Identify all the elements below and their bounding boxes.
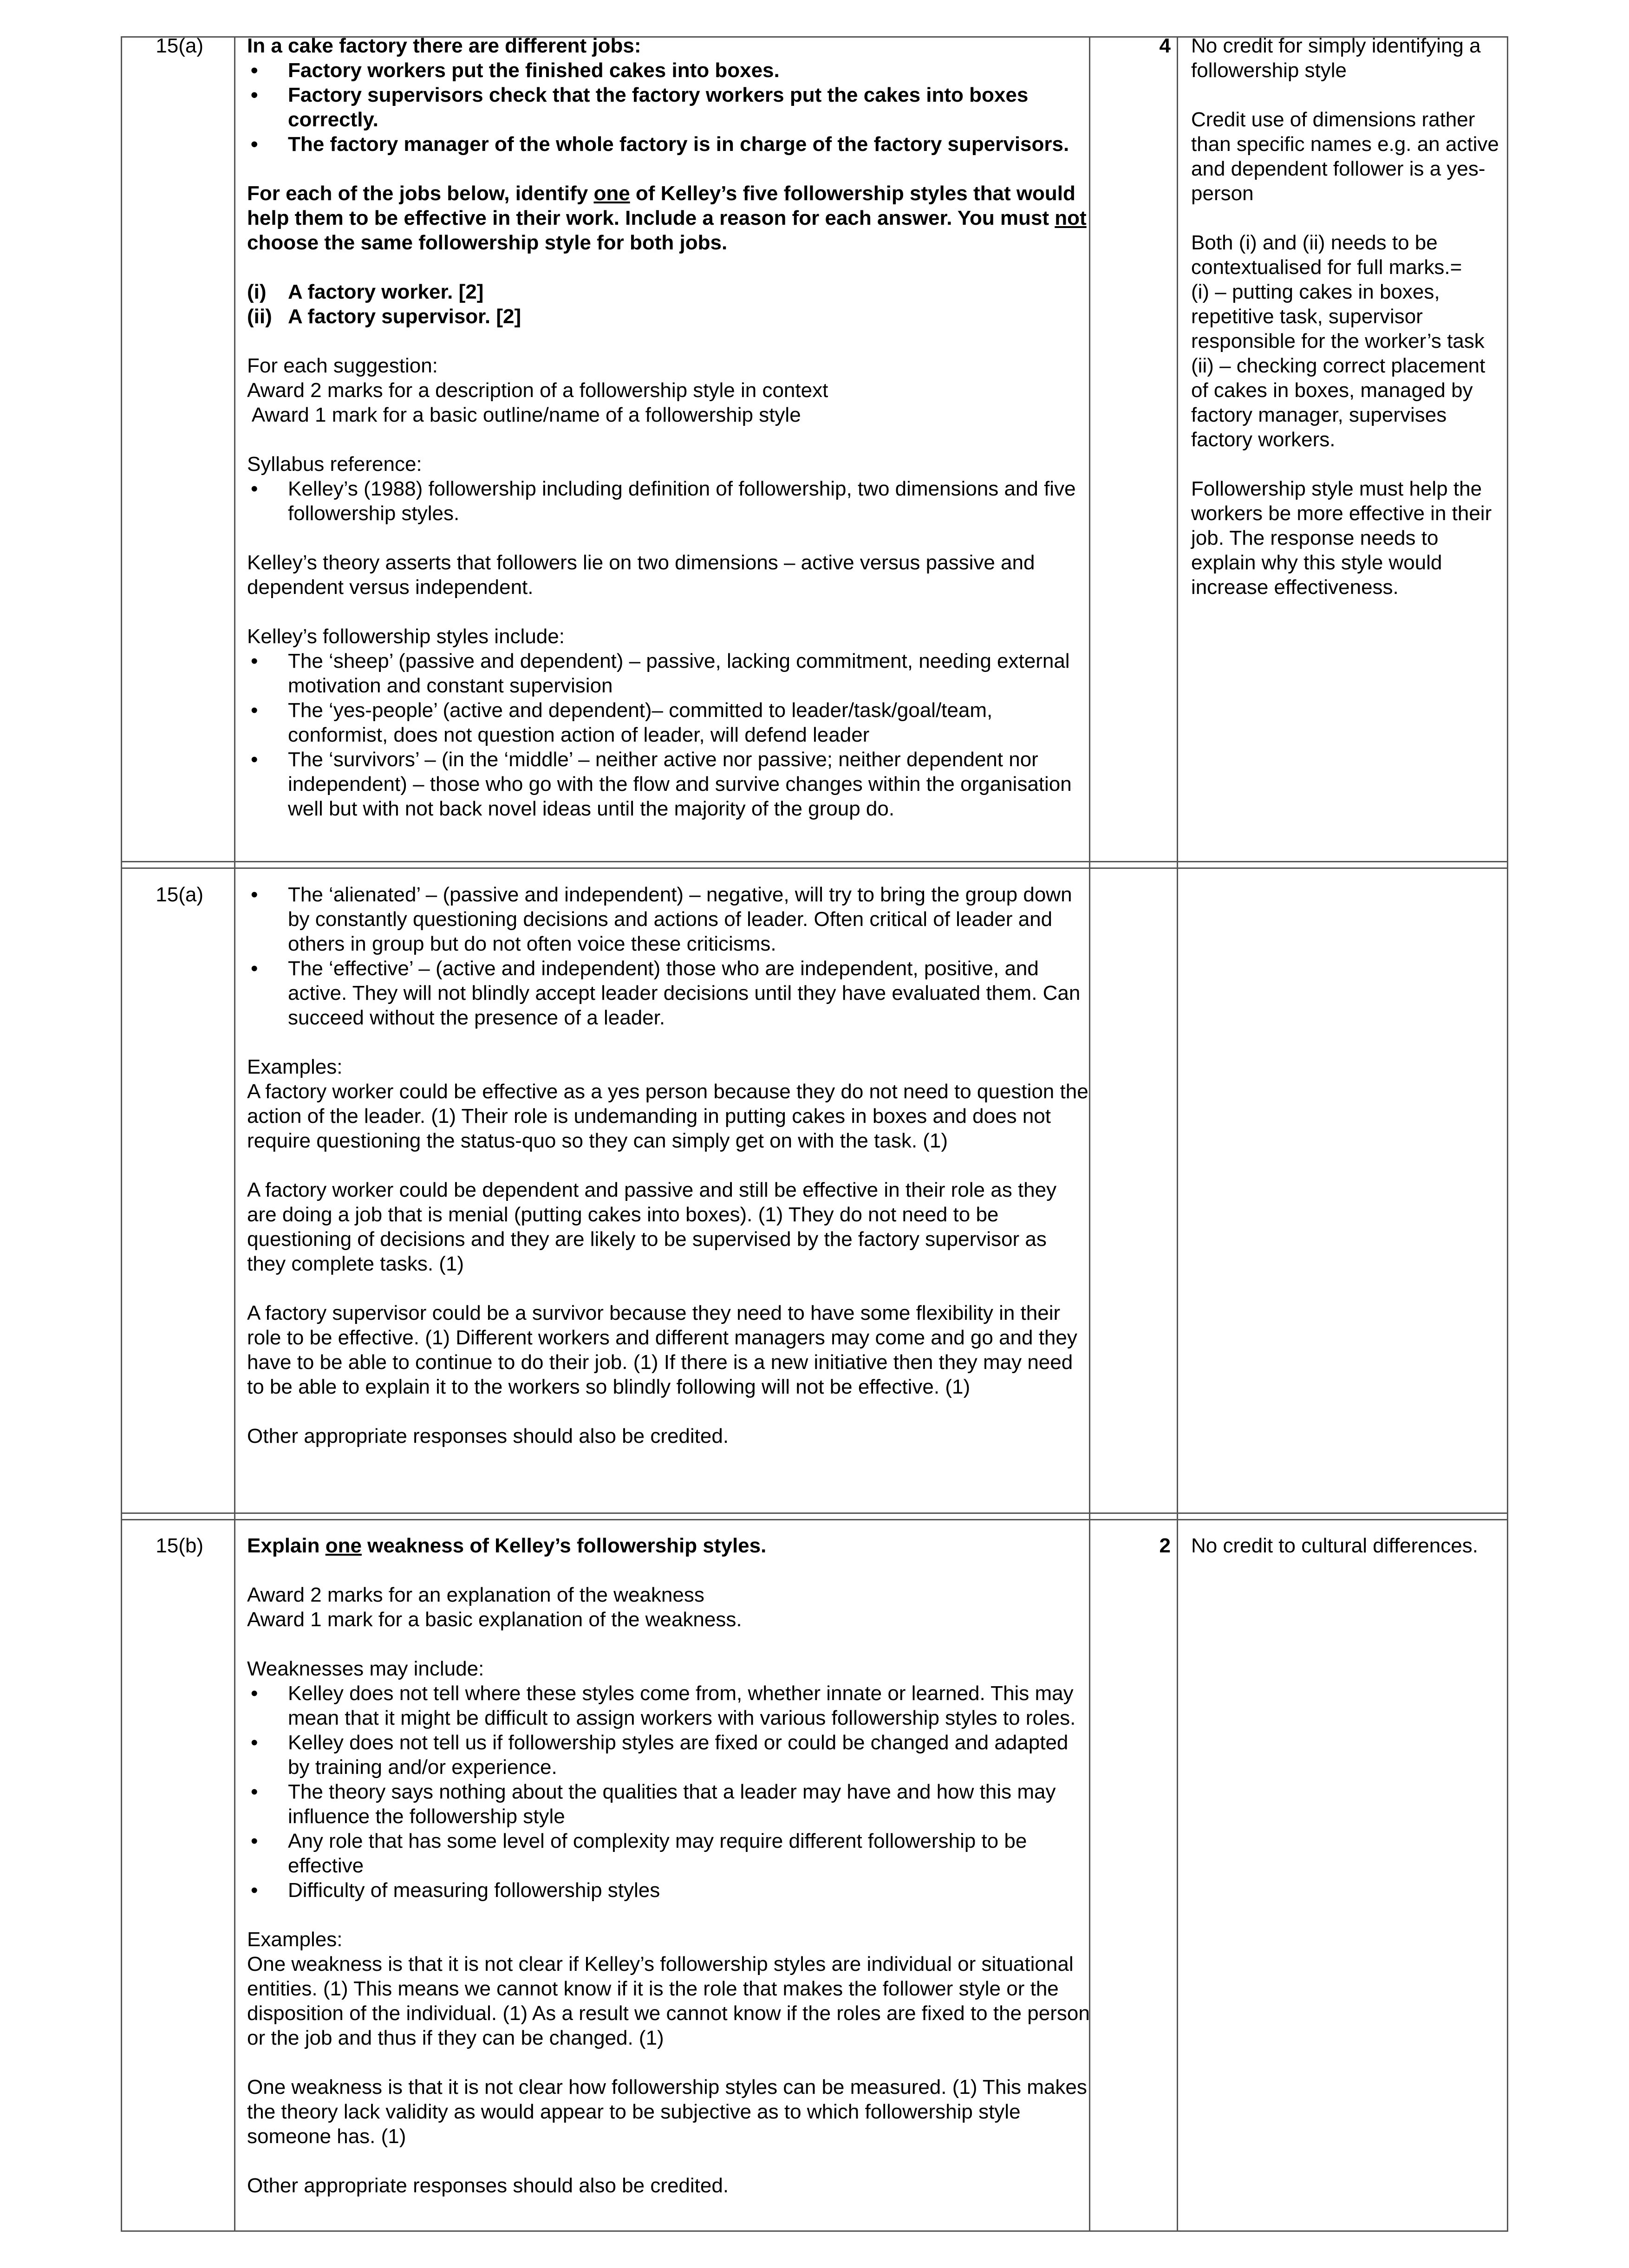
- examples-heading: Examples:: [247, 1056, 343, 1078]
- styles-list: [247, 649, 1090, 821]
- example-paragraph: A factory worker could be dependent and passive and still be effective in their role as they are doing a job that is menial (putting cakes into boxes). (1) They do not need to be questioning of decisions and they are likely to be supervised by the factory supervisor as they complete tasks. (1): [247, 1179, 1057, 1275]
- list-item: • The ‘alienated’ – (passive and independent) – negative, will try to bring the group down by constantly questioning decisions and actions of leader. Often critical of leader and others in group but do not often voice these criticisms.: [247, 882, 1090, 956]
- paragraph: Kelley’s followership styles include:: [247, 625, 565, 648]
- answer-cell: [247, 882, 1090, 1448]
- award-line: Award 1 mark for a basic explanation of the weakness.: [247, 1608, 742, 1631]
- question-instruction: For each of the jobs below, identify one of Kelley’s five followership styles that would help them to be effective in their work. Include a reason for each answer. You must not choose the same followership style for both jobs.: [247, 182, 1087, 254]
- paragraph: Other appropriate responses should also be credited.: [247, 2174, 729, 2197]
- paragraph: Weaknesses may include:: [247, 1657, 484, 1680]
- list-item: • Factory supervisors check that the factory workers put the cakes into boxes correctly.: [247, 83, 1090, 132]
- example-paragraph: One weakness is that it is not clear if Kelley’s followership styles are individual or situational entities. (1) This means we cannot know if it is the role that makes the follower style or the disposition of the individual. (1) As a result we cannot know if the roles are fixed to the person or the job and thus if they can be changed. (1): [247, 1953, 1090, 2049]
- marks-value: 2: [1159, 1534, 1171, 1557]
- list-item: • The ‘sheep’ (passive and dependent) – passive, lacking commitment, needing external motivation and constant supervision: [247, 649, 1090, 698]
- guidance-paragraph: Credit use of dimensions rather than specific names e.g. an active and dependent follower is a yes-person: [1191, 108, 1499, 205]
- guidance-cell: [1191, 1533, 1502, 1558]
- guidance-cell: [1191, 33, 1502, 600]
- column-divider-marks: [1177, 36, 1178, 2232]
- row-separator: [121, 861, 1508, 869]
- guidance-paragraph: No credit for simply identifying a followership style: [1191, 34, 1481, 82]
- example-paragraph: A factory supervisor could be a survivor because they need to have some flexibility in their role to be effective. (1) Different workers and different managers may come and go and they have to be able to continue to do their job. (1) If there is a new initiative then they may need to be able to explain it to the workers so blindly following will not be effective. (1): [247, 1302, 1077, 1398]
- syllabus-heading: Syllabus reference:: [247, 453, 422, 476]
- question-intro: In a cake factory there are different jobs:: [247, 34, 641, 57]
- question-part-ii: (ii) A factory supervisor. [2]: [247, 305, 521, 328]
- list-item: • Difficulty of measuring followership styles: [247, 1878, 1090, 1903]
- answer-cell: [247, 33, 1090, 821]
- guidance-paragraph: Both (i) and (ii) needs to be contextualised for full marks.= (i) – putting cakes in boxes, repetitive task, supervisor responsible for the worker’s task (ii) – checking correct placement of cakes in boxes, managed by factory manager, supervises factory workers.: [1191, 231, 1486, 451]
- paragraph: Kelley’s theory asserts that followers lie on two dimensions – active versus passive and dependent versus independent.: [247, 551, 1035, 599]
- question-text: Explain one weakness of Kelley’s followership styles.: [247, 1534, 767, 1557]
- row-separator: [121, 1512, 1508, 1520]
- marks-value: 4: [1159, 34, 1171, 57]
- list-item: • The ‘survivors’ – (in the ‘middle’ – neither active nor passive; neither dependent nor independent) – those who go with the flow and survive changes within the organisation well but with not back novel ideas until the majority of the group do.: [247, 747, 1090, 821]
- answer-cell: [247, 1533, 1090, 2198]
- example-paragraph: A factory worker could be effective as a yes person because they do not need to question the action of the leader. (1) Their role is undemanding in putting cakes in boxes and does not require questioning the status-quo so they can simply get on with the task. (1): [247, 1080, 1088, 1152]
- list-item: • The ‘effective’ – (active and independent) those who are independent, positive, and active. They will not blindly accept leader decisions until they have evaluated them. Can succeed without the presence of a leader.: [247, 956, 1090, 1030]
- mark-guidance-heading: For each suggestion:: [247, 354, 438, 377]
- award-line: Award 1 mark for a basic outline/name of a followership style: [247, 404, 801, 426]
- list-item: • Factory workers put the finished cakes into boxes.: [247, 58, 1090, 83]
- guidance-paragraph: No credit to cultural differences.: [1191, 1534, 1478, 1557]
- list-item: • Kelley does not tell where these styles come from, whether innate or learned. This may mean that it might be difficult to assign workers with various followership styles to roles.: [247, 1681, 1090, 1730]
- award-line: Award 2 marks for a description of a followership style in context: [247, 379, 828, 402]
- guidance-paragraph: Followership style must help the workers be more effective in their job. The response needs to explain why this style would increase effectiveness.: [1191, 477, 1492, 599]
- list-item: • The factory manager of the whole factory is in charge of the factory supervisors.: [247, 132, 1090, 156]
- example-paragraph: One weakness is that it is not clear how followership styles can be measured. (1) This makes the theory lack validity as would appear to be subjective as to which followership style someone has. (1): [247, 2076, 1087, 2148]
- examples-heading: Examples:: [247, 1928, 343, 1951]
- list-item: • Kelley’s (1988) followership including definition of followership, two dimensions and five followership styles.: [247, 476, 1090, 526]
- list-item: • Kelley does not tell us if followership styles are fixed or could be changed and adapted by training and/or experience.: [247, 1730, 1090, 1779]
- list-item: • The ‘yes-people’ (active and dependent)– committed to leader/task/goal/team, conformist, does not question action of leader, will defend leader: [247, 698, 1090, 747]
- question-bullets: [247, 58, 1090, 156]
- question-number: 15(a): [156, 34, 203, 57]
- question-part-i: (i) A factory worker. [2]: [247, 280, 484, 303]
- paragraph: Other appropriate responses should also be credited.: [247, 1425, 729, 1447]
- question-number: 15(a): [156, 883, 203, 906]
- list-item: • Any role that has some level of complexity may require different followership to be effective: [247, 1829, 1090, 1878]
- question-number: 15(b): [156, 1534, 203, 1557]
- award-line: Award 2 marks for an explanation of the weakness: [247, 1584, 704, 1606]
- list-item: • The theory says nothing about the qualities that a leader may have and how this may influence the followership style: [247, 1779, 1090, 1829]
- column-divider-question: [234, 36, 235, 2232]
- styles-list: [247, 882, 1090, 1030]
- weaknesses-list: [247, 1681, 1090, 1903]
